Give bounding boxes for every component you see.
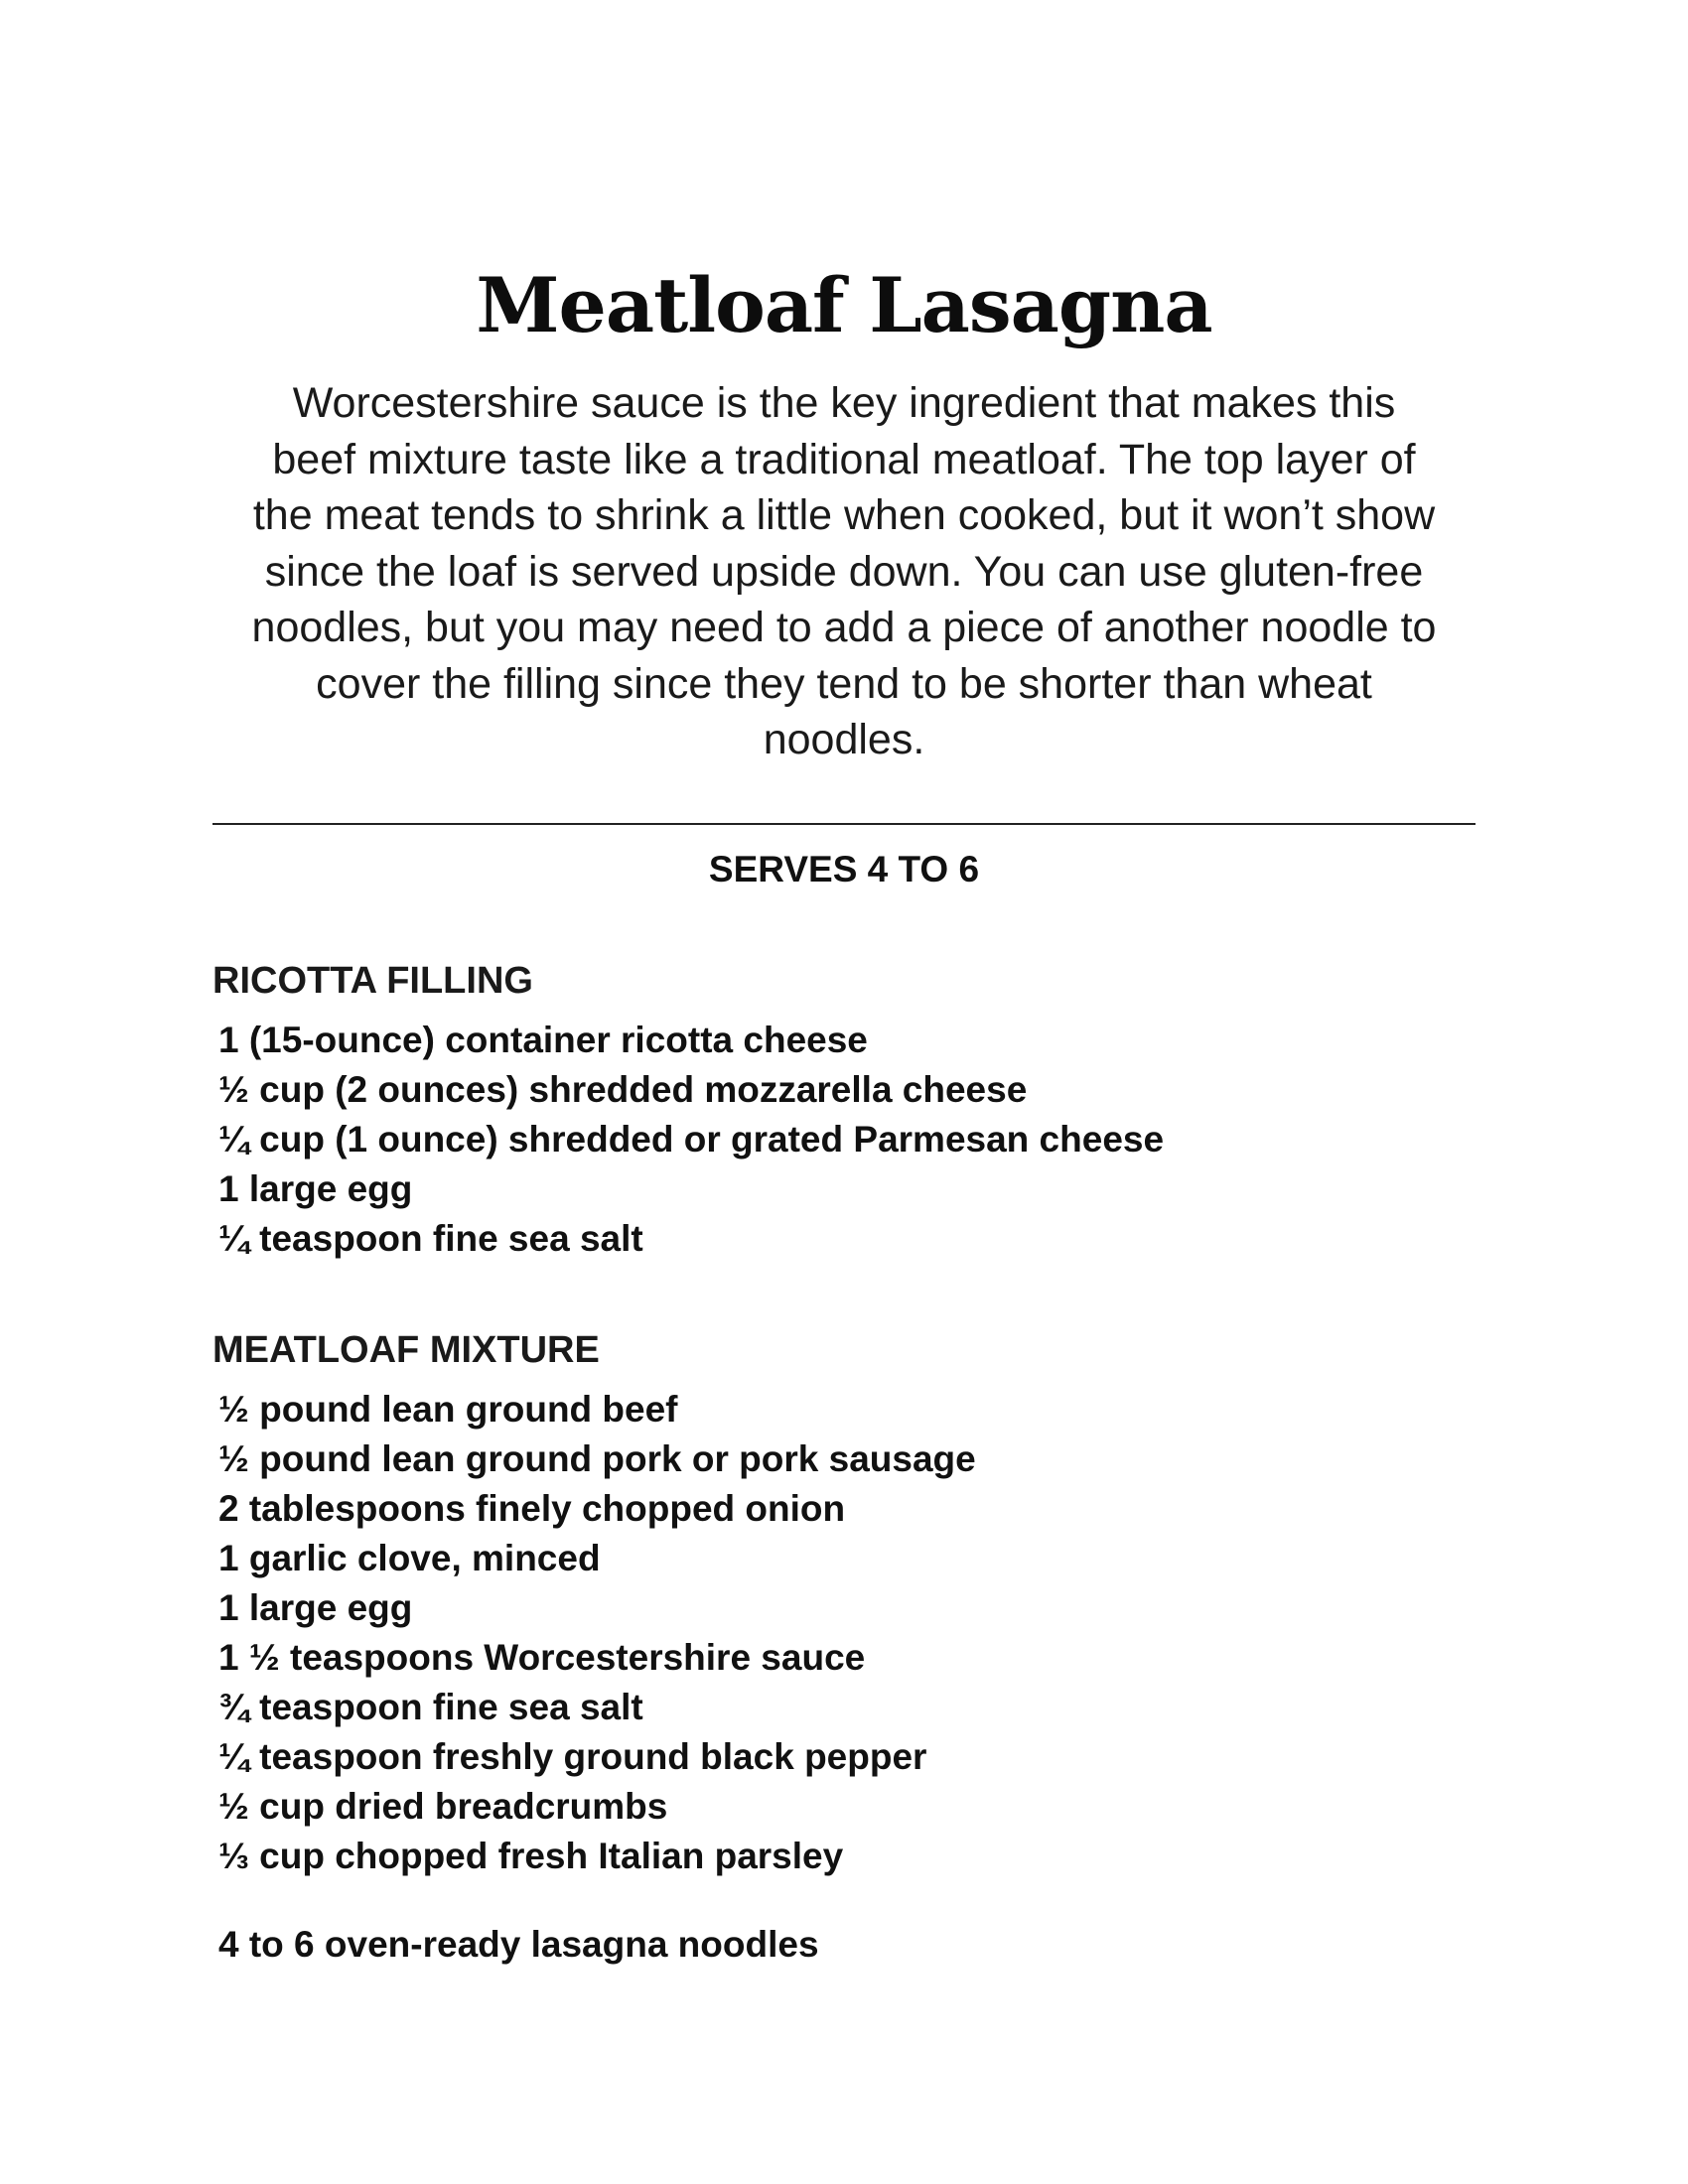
- lasagna-noodles-item: 4 to 6 oven-ready lasagna noodles: [218, 1924, 819, 1965]
- meatloaf-mixture-list: [218, 1385, 1509, 1881]
- ingredient-item: ¾ teaspoon fine sea salt: [218, 1687, 643, 1727]
- ricotta-filling-list: [218, 1016, 1509, 1264]
- ingredient-item: ½ pound lean ground beef: [218, 1389, 678, 1430]
- ingredient-item: ¼ teaspoon fine sea salt: [218, 1218, 643, 1259]
- ingredient-item: 1 large egg: [218, 1168, 413, 1209]
- ricotta-filling-heading: RICOTTA FILLING: [212, 960, 533, 1002]
- ingredient-item: ½ cup (2 ounces) shredded mozzarella cheese: [218, 1069, 1028, 1110]
- ingredient-item: ½ cup dried breadcrumbs: [218, 1786, 668, 1827]
- servings-label: SERVES 4 TO 6: [708, 849, 980, 889]
- ingredient-item: 1 ½ teaspoons Worcestershire sauce: [218, 1637, 866, 1678]
- divider-line: [212, 823, 1476, 825]
- ingredient-item: ¼ cup (1 ounce) shredded or grated Parmesan cheese: [218, 1119, 1165, 1160]
- meatloaf-mixture-heading: MEATLOAF MIXTURE: [212, 1329, 600, 1371]
- ingredient-item: 2 tablespoons finely chopped onion: [218, 1488, 846, 1529]
- ingredient-item: ¼ teaspoon freshly ground black pepper: [218, 1736, 927, 1777]
- ingredient-item: ⅓ cup chopped fresh Italian parsley: [218, 1836, 844, 1876]
- recipe-intro: Worcestershire sauce is the key ingredient that makes this beef mixture taste like a traditional meatloaf. The top layer of the meat tends to shrink a little when cooked, but it won’t show since the loaf is served upside down. You can use gluten-free noodles, but you may need to add a piece of another noodle to cover the filling since they tend to be shorter than wheat noodles.: [251, 379, 1437, 763]
- ingredient-item: 1 (15-ounce) container ricotta cheese: [218, 1020, 868, 1060]
- ingredient-item: 1 large egg: [218, 1587, 413, 1628]
- ingredient-item: ½ pound lean ground pork or pork sausage: [218, 1438, 976, 1479]
- ingredient-item: 1 garlic clove, minced: [218, 1538, 601, 1578]
- recipe-title: Meatloaf Lasagna: [476, 261, 1212, 349]
